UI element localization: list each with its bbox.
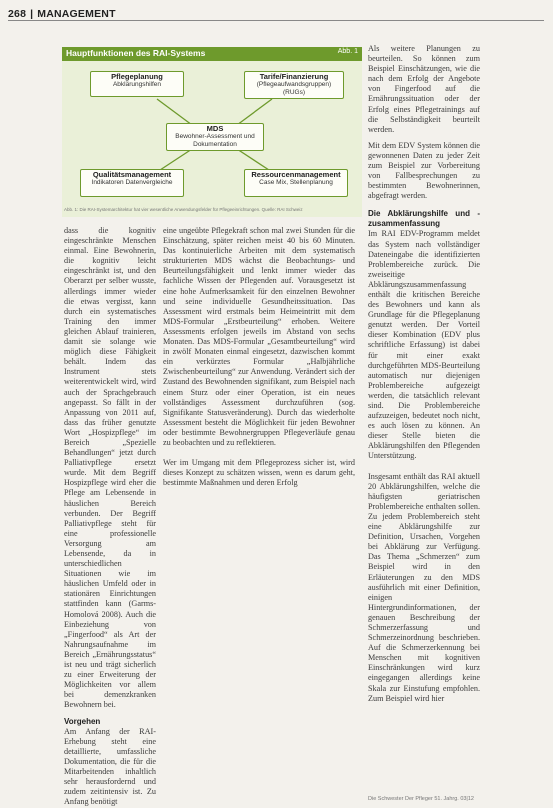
col3-paragraph-1b: Mit dem EDV System können die gewonnenen Daten zu jeder Zeit zum Beispiel zur Vorbereitung von Fallbesprechungen zu bestimmten Bewohnerinnen, abgefragt werden. [368,140,480,201]
col2-paragraph: eine ungeübte Pflegekraft schon mal zwei Stunden für die Einschätzung, später reichen meist 40 bis 60 Minuten. Das kontinuierliche Arbeiten mit dem systematisch strukturierten MDS wächst die Beobachtungs- und Beurteilungsfähigkeit und lenkt immer wieder das fachliche Wissen der Pflegenden auf. Vorausgesetzt ist eine hohe Aufmerksamkeit für den einzelnen Bewohner und seine individuelle Gesundheitssituation. Das Assessment wird erstmals beim Heimeintritt mit dem MDS-Formular „Erstbeurteilung“ erhoben. Weitere Assessments erfolgen jeweils im Abstand von sechs Monaten. Das MDS-Formular „Gesamtbeurteilung“ wird in zwölf Monaten einmal eingesetzt, dazwischen kommt ein verkürztes Formular „Halbjährliche Zwischenbeurteilung“ zur Anwendung. Verändert sich der Zustand des Bewohnenden signifikant, zum Beispiel nach einem Sturz oder einer Operation, ist ein neues vollständiges Assessment durchzuführen (sog. Signifikante Statusveränderung). Durch das wiederholte Assessment besteht die Möglichkeit für jeden Bewohner oder bestimmte Bewohnergruppen Pflegeverläufe genau zu beobachten und zu reflektieren. [163,226,355,447]
col2-paragraph-2: Wer im Umgang mit dem Pflegeprozess sicher ist, wird dieses Konzept zu schätzen wissen, wenn es darum geht, bestimmte Maßnahmen und deren Erfolg [163,458,355,488]
box-title: Pflegeplanung [111,72,163,81]
box-title: Tarife/Finanzierung [259,72,329,81]
page-footer: Die Schwester Der Pfleger 51. Jahrg. 03|12 [368,796,474,802]
box-subtitle: Indikatoren Datenvergleiche [91,179,173,186]
rai-figure [62,47,362,217]
page-number: 268 [8,8,27,20]
figure-caption: Abb. 1: Die RAI-Systemarchitektur hat vier wesentliche Anwendungsfelder für Pflegeeinrichtungen. Quelle: RAI Schweiz [64,207,303,212]
column-2 [163,226,355,786]
box-subtitle: Bewohner-Assessment und Dokumentation [175,133,255,148]
column-1 [64,226,156,807]
col3-paragraph-2: Im RAI EDV-Programm meldet das System nach vollständiger Dateneingabe die identifizierten Problembereiche zurück. Die zweiseitige Abklärungszusammenfassung enthält die kritischen Bereiche des Bewohners und kann als Grundlage für die Pflegeplanung genutzt werden. Der Vorteil dieser Kombination (EDV plus schriftliche Erfassung) ist dabei für mit einer exakt durchgeführten MDS-Beurteilung automatisch nur diejenigen Problembereiche aufgezeigt werden, die tatsächlich relevant sind. Die Problembereiche aufzuzeigen, bedeutet noch nicht, es auch lösen zu können. An dieser Stelle bieten die Abklärungshilfen den Pflegenden Unterstützung. [368,229,480,461]
box-tarife [244,71,344,99]
box-ressourcen [244,169,348,197]
col3-heading: Die Abklärungshilfe und -zusammenfassung [368,209,480,229]
box-subtitle: Case Mix, Stellenplanung [259,179,333,186]
figure-title: Hauptfunktionen des RAI-Systems [66,48,206,58]
box-subtitle: (Pflegeaufwandsgruppen) (RUGs) [256,81,332,96]
col1-paragraph: dass die kognitiv eingeschränkte Menschen einmal. Eine Bewohnerin, die kognitiv leicht eingeschränkt ist, und den Oberarzt per selber wusste, allerdings immer wieder die etwas vergisst, kann durch ein systematisches Training den immer gleichen Ablauf trainieren, damit sie solange wie möglich diese Fähigkeit behält. Indem das Instrument stets weiterentwickelt wird, wird auch der Sprachgebrauch angepasst. So fällt in der Anpassung von 2011 auf, dass das früher genutzte Wort „Hospizpflege“ im Bereich „Spezielle Behandlungen“ jetzt durch Palliativpflege ersetzt wurde. Mit dem Begriff Hospizpflege wird eher die Pflege am Lebensende in häuslichen Bereich verbunden. Der Begriff Palliativpflege steht für eine professionelle Versorgung am Lebensende, da in unterschiedlichen Situationen wie im häuslichen Umfeld oder in stationären Einrichtungen stattfinden kann (Garms-Homolová 2008). Auch die Einbeziehung von „Fingerfood“ als Art der Nahrungsaufnahme im Bereich „Ernährungsstatus“ ist neu und trägt sicherlich zu einer Erweiterung der Möglichkeiten vor allem bei demenzkranken Bewohnern bei. [64,226,156,710]
box-subtitle: Abklärungshilfen [112,81,162,88]
header-rule [8,20,544,21]
col1-paragraph-2: Am Anfang der RAI-Erhebung steht eine detaillierte, umfassliche Dokumentation, die für die Mitarbeitenden inhaltlich sehr herausfordernd und zudem zeitintensiv ist. Zu Anfang benötigt [64,726,156,807]
box-title: Qualitätsmanagement [92,170,172,179]
header-separator: | [30,8,34,20]
column-3 [368,44,480,792]
page-header [8,4,548,18]
section-title: MANAGEMENT [37,8,116,20]
box-qualitaet [80,169,184,197]
box-mds [166,123,264,151]
box-pflegeplanung [90,71,184,97]
col3-paragraph: Als weitere Planungen zu beurteilen. So können zum Beispiel Einschätzungen, wie die nach dem Erfolg der Angebote von Fingerfood auf die Ernährungssituation oder der Erfolg eines Pflegetrainings auf die Selbständigkeit beurteilt werden. [368,44,480,134]
col1-heading: Vorgehen [64,716,101,726]
box-title: Ressourcenmanagement [251,170,341,179]
figure-number: Abb. 1 [337,48,358,55]
box-title: MDS [206,124,224,133]
col3-paragraph-3: Insgesamt enthält das RAI aktuell 20 Abklärungshilfen, welche die häufigsten geriatrischen Problembereiche enthalten sollen. Zu jedem Problembereich steht eine Abklärungshilfe zur Definition, Ursachen, Vorgehen bei Abklärung zur Verfügung. Das Thema „Schmerzen“ zum Beispiel wird in den Erläuterungen zu den MDS ausführlich mit einer Definition, einigen Hintergrundinformationen, der genauen Beschreibung der Schmerzerfassung und Schmerzeinordnung beschrieben. Auf die Schmerzerkennung bei Menschen mit kognitiven Einschränkungen wird kurz eingegangen allerdings keine Skala zur Einstufung empfohlen. Zum Beispiel wird hier [368,471,480,703]
